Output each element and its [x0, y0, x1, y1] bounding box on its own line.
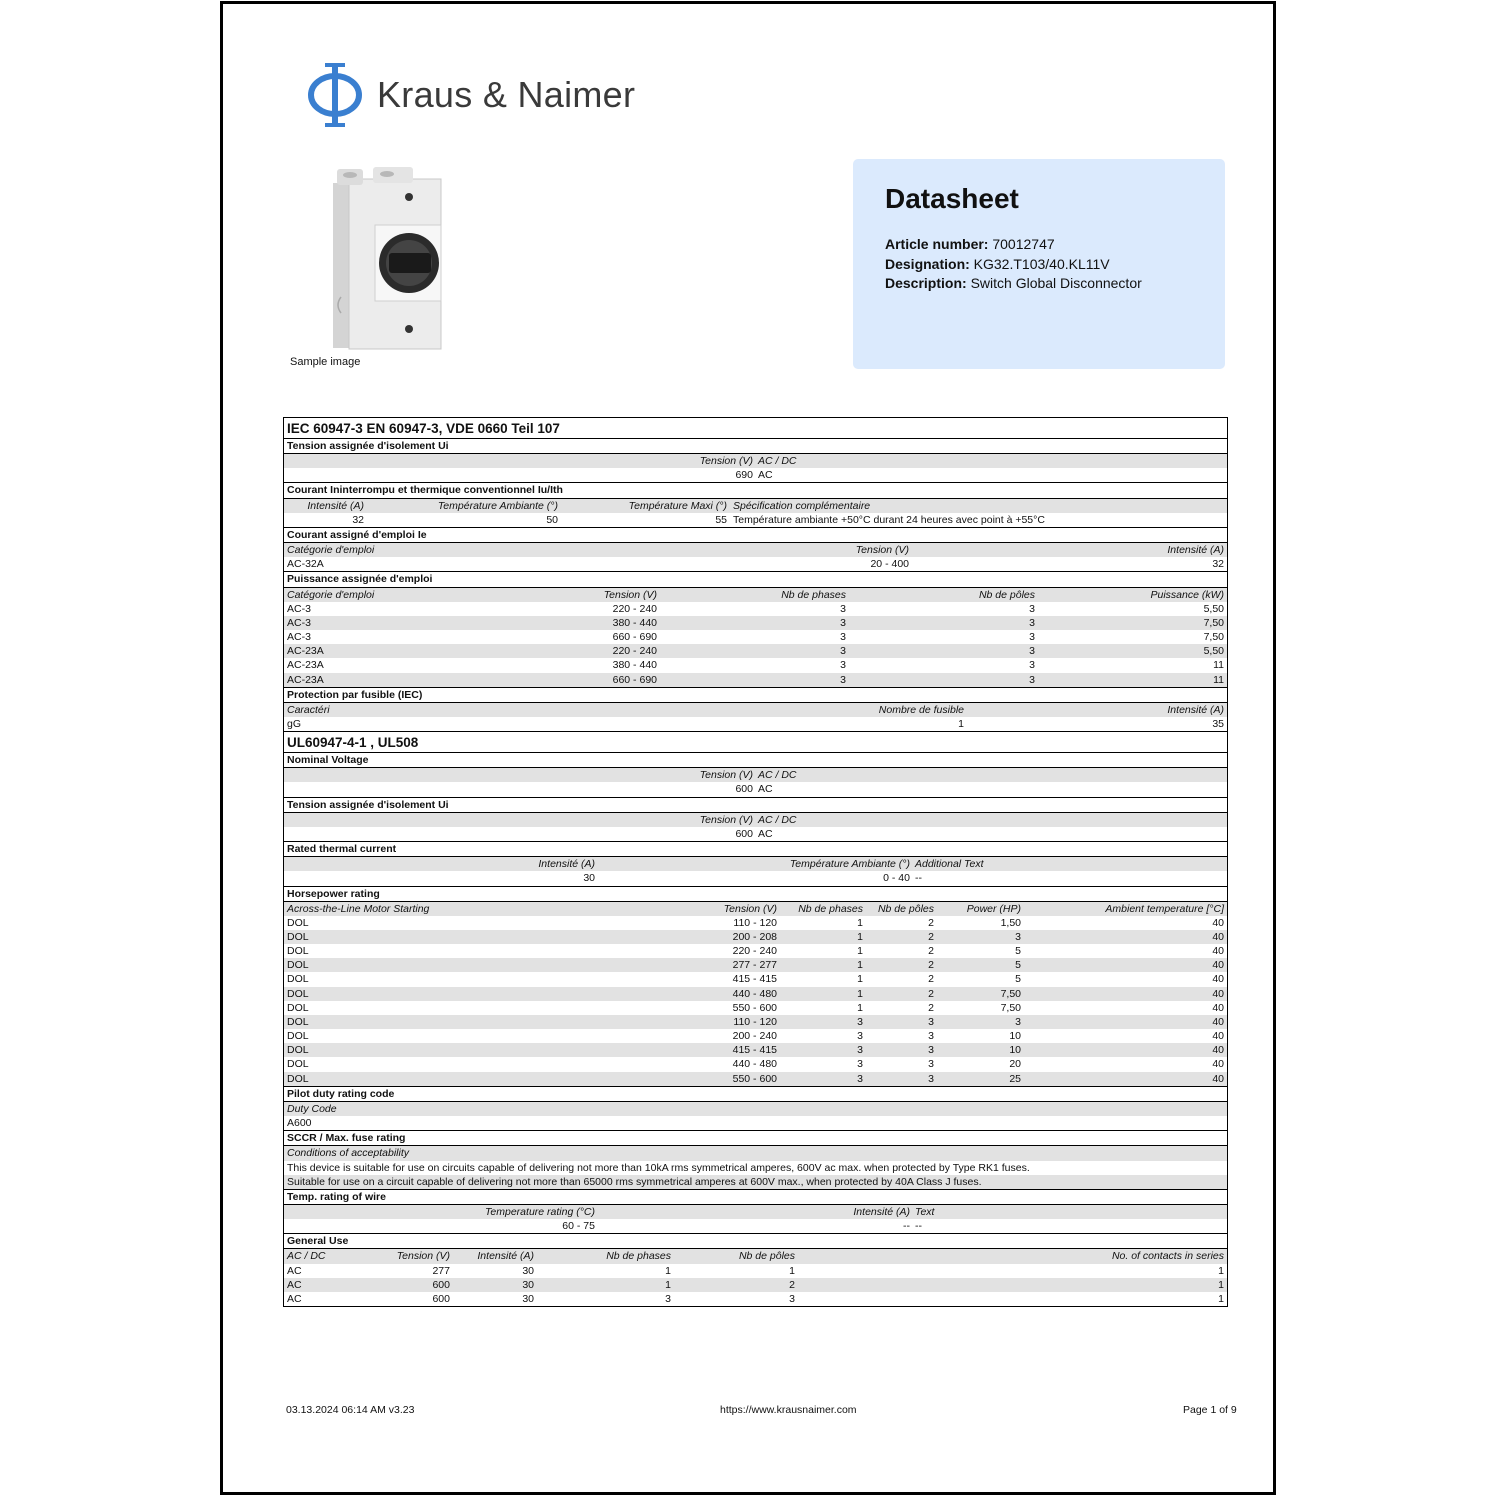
- cell-voltage: 380 - 440: [612, 616, 657, 629]
- designation-label: Designation:: [885, 255, 970, 272]
- cell-amb: 40: [1212, 973, 1224, 986]
- cell-start: DOL: [287, 987, 309, 1000]
- cell-poles: 2: [928, 945, 934, 958]
- cell-poles: 3: [1029, 673, 1035, 686]
- power-rows: [284, 602, 1227, 687]
- cell-amb: 40: [1212, 1044, 1224, 1057]
- cell-voltage: 660 - 690: [612, 673, 657, 686]
- table-header: Across-the-Line Motor Starting Tension (V) Nb de phases Nb de pôles Power (HP) Ambient temperature [°C]: [284, 902, 1227, 916]
- table-row: 60 - 75 -- --: [562, 1220, 922, 1233]
- cell-phases: 3: [857, 1044, 863, 1057]
- cell-contacts: 1: [1218, 1278, 1224, 1291]
- cell-poles: 2: [928, 959, 934, 972]
- table-row: 32 50 55 Température ambiante +50°C durant 24 heures avec point à +55°C: [352, 513, 1045, 526]
- cell-phases: 1: [665, 1278, 671, 1291]
- cell-poles: 2: [928, 931, 934, 943]
- iec-standard-title: IEC 60947-3 EN 60947-3, VDE 0660 Teil 107: [284, 418, 1227, 439]
- datasheet-title: Datasheet: [885, 183, 1019, 214]
- cell-voltage: 440 - 480: [732, 1058, 777, 1071]
- footer-page: Page 1 of 9: [1183, 1404, 1237, 1416]
- table-header: Intensité (A) Température Ambiante (°) Additional Text: [284, 857, 1227, 871]
- cell-voltage: 600: [432, 1292, 450, 1305]
- cell-amb: 40: [1212, 987, 1224, 1000]
- cell-amb: 40: [1212, 931, 1224, 943]
- table-header: Catégorie d'emploi Tension (V) Intensité (A): [284, 543, 1227, 557]
- cell-hp: 5: [1015, 973, 1021, 986]
- cell-hp: 10: [1009, 1044, 1021, 1057]
- phi-logo-icon: [307, 60, 367, 130]
- cell-acdc: AC: [287, 1292, 302, 1305]
- cell-poles: 2: [928, 916, 934, 929]
- cell-cat: AC-23A: [287, 659, 324, 672]
- table-row: [284, 1001, 1227, 1015]
- cell-voltage: 220 - 240: [612, 602, 657, 615]
- table-row: [284, 930, 1227, 944]
- cell-start: DOL: [287, 959, 309, 972]
- cell-poles: 3: [1029, 616, 1035, 629]
- ul-standard-title: UL60947-4-1 , UL508: [284, 731, 1227, 753]
- cell-poles: 1: [789, 1264, 795, 1277]
- cell-poles: 2: [928, 973, 934, 986]
- table-header: [284, 454, 1227, 468]
- cell-acdc: AC: [287, 1278, 302, 1291]
- designation-line: [885, 255, 1142, 275]
- table-header: Intensité (A) Température Ambiante (°) Température Maxi (°) Spécification complémentaire: [284, 499, 1227, 513]
- cell-start: DOL: [287, 945, 309, 958]
- cell-contacts: 1: [1218, 1264, 1224, 1277]
- table-row: [284, 1072, 1227, 1086]
- cell-poles: 3: [928, 1072, 934, 1085]
- table-row: [284, 1015, 1227, 1029]
- cell-amb: 40: [1212, 1072, 1224, 1085]
- table-row: Suitable for use on a circuit capable of delivering not more than 65000 rms symmetrical amperes at 600V max., when protected by 40A Class J fuses.: [284, 1175, 1227, 1189]
- cell-start: DOL: [287, 1015, 309, 1028]
- cell-amb: 40: [1212, 1015, 1224, 1028]
- table-row: [284, 972, 1227, 986]
- section-title: Courant assigné d'emploi Ie: [284, 527, 1227, 543]
- cell-start: DOL: [287, 1058, 309, 1071]
- table-row: AC-32A 20 - 400 32: [287, 558, 1224, 571]
- cell-cat: AC-3: [287, 616, 311, 629]
- cell-poles: 3: [928, 1030, 934, 1043]
- cell-hp: 1,50: [1000, 916, 1021, 929]
- table-row: [284, 1029, 1227, 1043]
- article-line: [885, 235, 1142, 255]
- cell-contacts: 1: [1218, 1292, 1224, 1305]
- cell-poles: 3: [928, 1015, 934, 1028]
- product-image: [327, 167, 447, 352]
- cell-hp: 10: [1009, 1030, 1021, 1043]
- table-row: [284, 630, 1227, 644]
- datasheet-info-box: [853, 159, 1225, 369]
- table-row: [284, 658, 1227, 672]
- cell-kw: 11: [1213, 659, 1224, 672]
- description-line: [885, 274, 1142, 294]
- cell-phases: 3: [665, 1292, 671, 1305]
- cell-voltage: 277 - 277: [732, 959, 777, 972]
- cell-poles: 3: [1029, 631, 1035, 644]
- cell-amb: 40: [1212, 1058, 1224, 1071]
- cell-current: 30: [522, 1264, 534, 1277]
- cell-poles: 3: [1029, 602, 1035, 615]
- table-row: [284, 1043, 1227, 1057]
- cell-phases: 1: [857, 1001, 863, 1014]
- table-row: [284, 1292, 1227, 1306]
- cell-poles: 3: [1029, 645, 1035, 658]
- cell-start: DOL: [287, 1030, 309, 1043]
- cell-poles: 3: [789, 1292, 795, 1305]
- table-row: 600 AC: [735, 827, 773, 840]
- section-title: Tension assignée d'isolement Ui: [284, 797, 1227, 813]
- table-header: AC / DC Tension (V) Intensité (A) Nb de phases Nb de pôles No. of contacts in series: [284, 1249, 1227, 1263]
- section-title: Courant Ininterrompu et thermique conventionnel Iu/Ith: [284, 482, 1227, 498]
- cell-cat: AC-3: [287, 631, 311, 644]
- cell-voltage: 380 - 440: [612, 659, 657, 672]
- cell-phases: 3: [857, 1015, 863, 1028]
- description-value: Switch Global Disconnector: [970, 275, 1142, 291]
- table-header: Tension (V) AC / DC: [284, 813, 1227, 827]
- cell-hp: 25: [1009, 1072, 1021, 1085]
- cell-acdc: AC: [287, 1264, 302, 1277]
- cell-hp: 20: [1009, 1058, 1021, 1071]
- brand-name: Kraus & Naimer: [377, 74, 636, 115]
- rotary-switch-enclosure-icon: [327, 167, 447, 352]
- table-header: Caractéri Nombre de fusible Intensité (A): [284, 703, 1227, 717]
- table-row: [284, 1264, 1227, 1278]
- cell-phases: 1: [665, 1264, 671, 1277]
- cell-voltage: 200 - 240: [732, 1030, 777, 1043]
- cell-phases: 3: [840, 602, 846, 615]
- cell-voltage: 600: [432, 1278, 450, 1291]
- section-title: Puissance assignée d'emploi: [284, 571, 1227, 587]
- cell-cat: AC-23A: [287, 673, 324, 686]
- cell-voltage: 550 - 600: [732, 1001, 777, 1014]
- cell-phases: 1: [857, 959, 863, 972]
- description-label: Description:: [885, 275, 967, 291]
- section-title: Rated thermal current: [284, 841, 1227, 857]
- cell-cat: AC-3: [287, 602, 311, 615]
- table-row: This device is suitable for use on circuits capable of delivering not more than 10kA rms symmetrical amperes, 600V ac max. when protected by Type RK1 fuses.: [287, 1161, 1030, 1174]
- article-value: 70012747: [992, 236, 1055, 252]
- cell-hp: 7,50: [1000, 1001, 1021, 1014]
- cell-cat: AC-23A: [287, 645, 324, 658]
- table-row: 30 0 - 40 --: [583, 872, 922, 885]
- table-row: 690 AC: [735, 469, 773, 482]
- cell-amb: 40: [1212, 945, 1224, 958]
- table-row: [284, 1278, 1227, 1292]
- footer-date: 03.13.2024 06:14 AM v3.23: [286, 1404, 415, 1416]
- table-row: [284, 602, 1227, 616]
- table-header: Temperature rating (°C) Intensité (A) Text: [284, 1205, 1227, 1219]
- cell-phases: 1: [857, 916, 863, 929]
- cell-voltage: 440 - 480: [732, 987, 777, 1000]
- table-row: A600: [287, 1117, 312, 1130]
- general-rows: [284, 1264, 1227, 1306]
- cell-phases: 1: [857, 987, 863, 1000]
- table-row: [284, 616, 1227, 630]
- cell-poles: 2: [789, 1278, 795, 1291]
- cell-voltage: 660 - 690: [612, 631, 657, 644]
- cell-amb: 40: [1212, 959, 1224, 972]
- cell-phases: 3: [840, 659, 846, 672]
- spec-table: [283, 417, 1228, 1307]
- section-title: Nominal Voltage: [284, 753, 1227, 768]
- cell-amb: 40: [1212, 1001, 1224, 1014]
- cell-phases: 3: [840, 616, 846, 629]
- datasheet-page: [220, 1, 1276, 1495]
- datasheet-info-lines: [885, 235, 1142, 294]
- cell-start: DOL: [287, 1001, 309, 1014]
- cell-start: DOL: [287, 1072, 309, 1085]
- section-title: Pilot duty rating code: [284, 1086, 1227, 1102]
- table-row: [284, 673, 1227, 687]
- image-caption: Sample image: [290, 356, 361, 368]
- cell-hp: 5: [1015, 945, 1021, 958]
- cell-phases: 1: [857, 931, 863, 943]
- hp-rows: [284, 916, 1227, 1086]
- cell-hp: 3: [1015, 1015, 1021, 1028]
- cell-amb: 40: [1212, 1030, 1224, 1043]
- table-row: gG 1 35: [287, 717, 1224, 730]
- cell-phases: 3: [840, 673, 846, 686]
- cell-current: 30: [522, 1278, 534, 1291]
- table-row: [284, 944, 1227, 958]
- cell-kw: 7,50: [1203, 631, 1224, 644]
- cell-hp: 3: [1015, 931, 1021, 943]
- section-title: Protection par fusible (IEC): [284, 687, 1227, 703]
- cell-poles: 3: [928, 1044, 934, 1057]
- table-row: [284, 916, 1227, 930]
- section-title: Temp. rating of wire: [284, 1189, 1227, 1205]
- cell-hp: 7,50: [1000, 987, 1021, 1000]
- table-row: [284, 1057, 1227, 1071]
- section-title: SCCR / Max. fuse rating: [284, 1130, 1227, 1146]
- cell-voltage: 220 - 240: [732, 945, 777, 958]
- section-title: Horsepower rating: [284, 886, 1227, 902]
- article-label: Article number:: [885, 236, 989, 252]
- cell-poles: 3: [928, 1058, 934, 1071]
- cell-kw: 7,50: [1203, 616, 1224, 629]
- cell-poles: 3: [1029, 659, 1035, 672]
- col-acdc: AC / DC: [758, 455, 797, 468]
- cell-poles: 2: [928, 1001, 934, 1014]
- cell-start: DOL: [287, 931, 309, 943]
- cell-voltage: 415 - 415: [732, 973, 777, 986]
- section-title: General Use: [284, 1233, 1227, 1249]
- cell-voltage: 550 - 600: [732, 1072, 777, 1085]
- table-row: 600 AC: [735, 783, 773, 796]
- cell-current: 30: [522, 1292, 534, 1305]
- cell-kw: 5,50: [1203, 602, 1224, 615]
- cell-amb: 40: [1212, 916, 1224, 929]
- cell-voltage: 415 - 415: [732, 1044, 777, 1057]
- cell-phases: 1: [857, 973, 863, 986]
- table-header: Catégorie d'emploi Tension (V) Nb de phases Nb de pôles Puissance (kW): [284, 588, 1227, 602]
- footer-url[interactable]: https://www.krausnaimer.com: [720, 1404, 857, 1416]
- cell-kw: 5,50: [1203, 645, 1224, 658]
- cell-voltage: 220 - 240: [612, 645, 657, 658]
- cell-phases: 1: [857, 945, 863, 958]
- cell-start: DOL: [287, 916, 309, 929]
- cell-voltage: 277: [432, 1264, 450, 1277]
- table-row: [284, 987, 1227, 1001]
- cell-phases: 3: [857, 1072, 863, 1085]
- cell-voltage: 110 - 120: [733, 916, 777, 929]
- table-header: Tension (V) AC / DC: [284, 768, 1227, 782]
- table-header: Duty Code: [284, 1102, 1227, 1116]
- cell-start: DOL: [287, 1044, 309, 1057]
- cell-phases: 3: [857, 1058, 863, 1071]
- cell-voltage: 110 - 120: [733, 1015, 777, 1028]
- cell-hp: 5: [1015, 959, 1021, 972]
- cell-phases: 3: [840, 645, 846, 658]
- cell-kw: 11: [1213, 673, 1224, 686]
- cell-phases: 3: [840, 631, 846, 644]
- cell-poles: 2: [928, 987, 934, 1000]
- cell-phases: 3: [857, 1030, 863, 1043]
- section-title: Tension assignée d'isolement Ui: [284, 439, 1227, 454]
- table-row: [284, 958, 1227, 972]
- cell-start: DOL: [287, 973, 309, 986]
- cell-voltage: 200 - 208: [732, 931, 777, 943]
- table-header: Conditions of acceptability: [284, 1146, 1227, 1160]
- designation-value: KG32.T103/40.KL11V: [973, 255, 1110, 272]
- table-row: [284, 644, 1227, 658]
- col-voltage: Tension (V): [699, 455, 753, 468]
